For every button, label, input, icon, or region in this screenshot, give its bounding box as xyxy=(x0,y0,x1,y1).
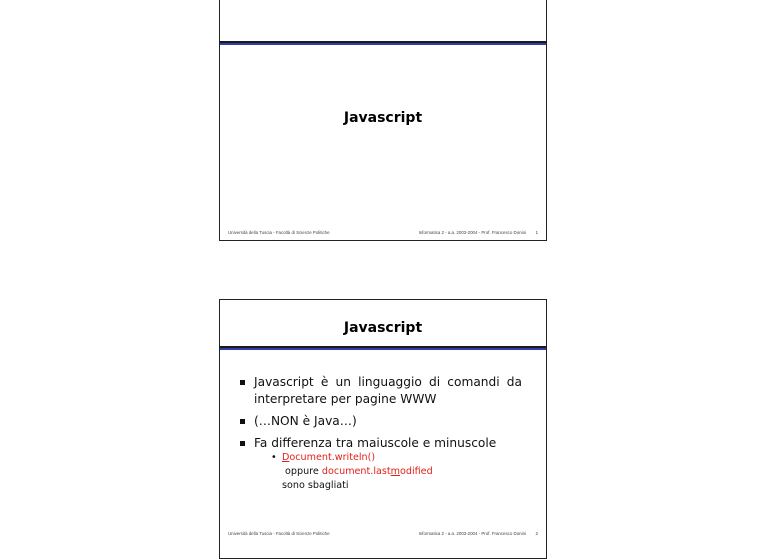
footer-course: Informatica 2 - a.a. 2003-2004 - Prof. Francesco Donini xyxy=(418,531,526,536)
sub-tail: sono sbagliati xyxy=(282,480,349,491)
square-bullet-icon xyxy=(240,419,245,424)
bullet-text: (…NON è Java…) xyxy=(254,414,357,428)
footer-course: Informatica 2 - a.a. 2003-2004 - Prof. Francesco Donini xyxy=(418,230,526,235)
slide-title: Javascript xyxy=(343,320,423,336)
square-bullet-icon xyxy=(240,441,245,446)
footer-university: Università della Tuscia - Facoltà di Scienze Politiche xyxy=(228,531,330,536)
slide-title: Javascript xyxy=(343,110,423,126)
sub-connector: oppure xyxy=(282,466,322,477)
bullet-item xyxy=(240,413,522,430)
code-underlined-letter: m xyxy=(390,466,400,477)
sub-bullet-item xyxy=(254,451,522,493)
bullet-list xyxy=(240,374,522,498)
slide-2 xyxy=(219,299,547,559)
bullet-text: Javascript è un linguaggio di comandi da interpretare per pagine WWW xyxy=(254,375,522,406)
code-example-lastmodified-end: odified xyxy=(400,466,433,477)
dot-bullet-icon: • xyxy=(271,452,277,463)
header-rule xyxy=(220,346,546,348)
page-number: 2 xyxy=(535,531,538,536)
bullet-text: Fa differenza tra maiuscole e minuscole xyxy=(254,436,497,450)
square-bullet-icon xyxy=(240,380,245,385)
code-example-lastmodified: document.last xyxy=(321,466,391,477)
bullet-item xyxy=(240,435,522,493)
footer-university: Università della Tuscia - Facoltà di Scienze Politiche xyxy=(228,230,330,235)
code-first-letter: D xyxy=(282,452,290,463)
header-rule xyxy=(220,41,546,43)
slide-1 xyxy=(219,0,547,241)
page-number: 1 xyxy=(535,230,538,235)
code-example-writeln: ocument.writeln() xyxy=(289,452,376,463)
bullet-item xyxy=(240,374,522,408)
